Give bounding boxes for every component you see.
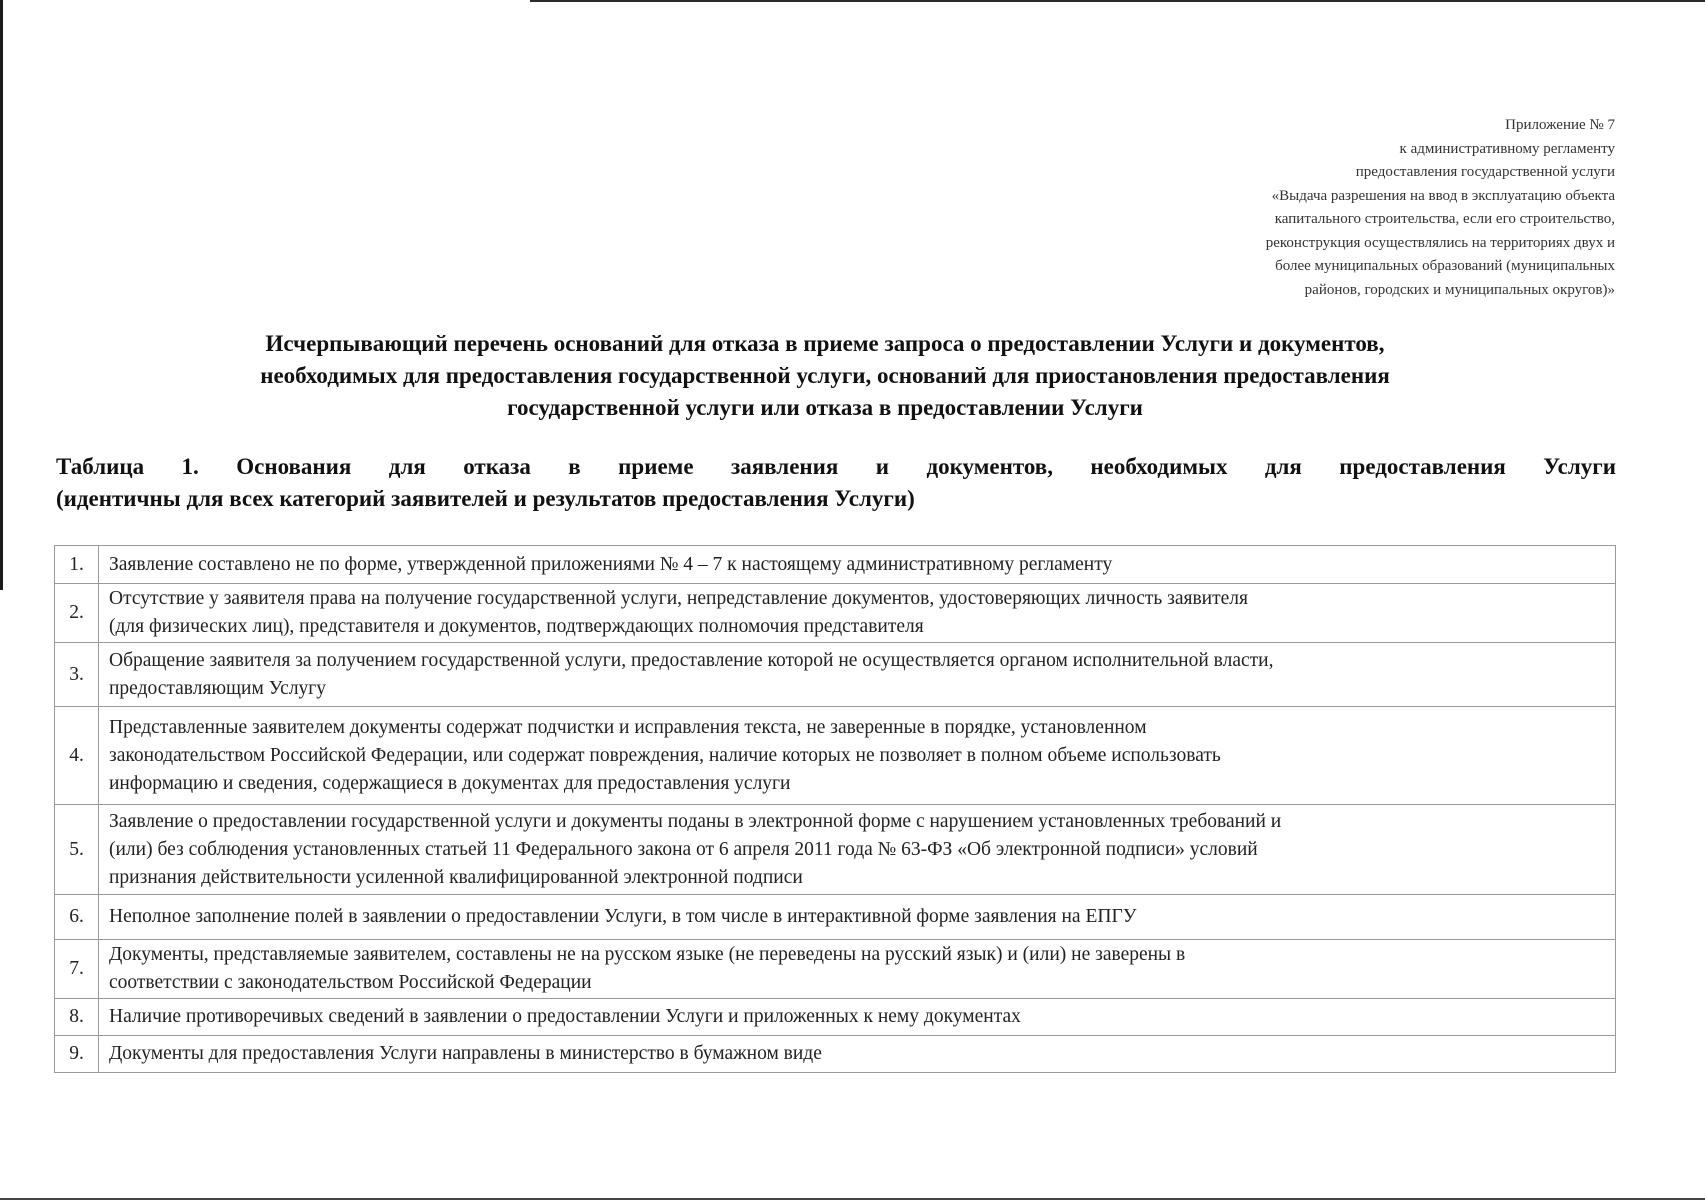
row-text bbox=[99, 584, 1616, 643]
table-caption bbox=[56, 451, 1616, 515]
title-line: Исчерпывающий перечень оснований для отказа в приеме запроса о предоставлении Услуги и документов, bbox=[265, 331, 1385, 356]
table-row bbox=[55, 584, 1616, 643]
appendix-line: реконструкция осуществлялись на территориях двух и bbox=[1265, 234, 1615, 251]
row-text-line: признания действительности усиленной квалифицированной электронной подписи bbox=[109, 866, 803, 888]
title-line: государственной услуги или отказа в предоставлении Услуги bbox=[507, 395, 1143, 420]
row-text-line: Неполное заполнение полей в заявлении о предоставлении Услуги, в том числе в интерактивной форме заявления на ЕПГУ bbox=[109, 906, 1137, 927]
appendix-line: более муниципальных образований (муниципальных bbox=[1275, 258, 1615, 274]
row-text bbox=[99, 940, 1616, 999]
appendix-line: «Выдача разрешения на ввод в эксплуатацию объекта bbox=[1271, 187, 1615, 204]
scan-edge-top bbox=[530, 0, 1705, 2]
row-text-line: предоставляющим Услугу bbox=[109, 677, 327, 699]
row-text-line: Обращение заявителя за получением государственной услуги, предоставление которой не осуществляется органом исполнительной власти, bbox=[109, 649, 1274, 671]
appendix-header bbox=[1095, 114, 1615, 302]
appendix-line: капитального строительства, если его строительство, bbox=[1274, 211, 1615, 227]
table-caption-line: Таблица 1. Основания для отказа в приеме заявления и документов, необходимых для предоставления Услуги bbox=[56, 454, 1616, 479]
title-line: необходимых для предоставления государственной услуги, оснований для приостановления предоставления bbox=[260, 363, 1390, 388]
table-row bbox=[55, 895, 1616, 940]
row-number: 2. bbox=[55, 584, 99, 643]
row-text bbox=[99, 805, 1616, 895]
table-row bbox=[55, 940, 1616, 999]
table-row bbox=[55, 707, 1616, 805]
appendix-line: к административному регламенту bbox=[1399, 140, 1615, 157]
row-text bbox=[99, 546, 1616, 584]
row-number: 3. bbox=[55, 643, 99, 707]
row-number: 6. bbox=[55, 895, 99, 940]
row-text-line: Наличие противоречивых сведений в заявлении о предоставлении Услуги и приложенных к нему документах bbox=[109, 1006, 1021, 1027]
document-title bbox=[60, 328, 1590, 424]
row-number: 5. bbox=[55, 805, 99, 895]
row-text bbox=[99, 1036, 1616, 1073]
row-text bbox=[99, 895, 1616, 940]
row-text-line: (для физических лиц), представителя и документов, подтверждающих полномочия представителя bbox=[109, 616, 924, 637]
row-number: 7. bbox=[55, 940, 99, 999]
row-text-line: Представленные заявителем документы содержат подчистки и исправления текста, не заверенные в порядке, установленном bbox=[109, 716, 1147, 738]
table-row bbox=[55, 999, 1616, 1036]
appendix-line: предоставления государственной услуги bbox=[1355, 164, 1615, 180]
table-row bbox=[55, 1036, 1616, 1073]
row-text bbox=[99, 707, 1616, 805]
row-number: 4. bbox=[55, 707, 99, 805]
row-text bbox=[99, 999, 1616, 1036]
row-number: 8. bbox=[55, 999, 99, 1036]
grounds-table bbox=[54, 545, 1616, 1073]
row-text-line: соответствии с законодательством Российской Федерации bbox=[109, 972, 592, 993]
scan-edge-left bbox=[0, 0, 3, 590]
table-row bbox=[55, 643, 1616, 707]
row-number: 1. bbox=[55, 546, 99, 584]
row-text-line: Документы для предоставления Услуги направлены в министерство в бумажном виде bbox=[109, 1043, 822, 1064]
table-caption-line: (идентичны для всех категорий заявителей и результатов предоставления Услуги) bbox=[56, 486, 915, 511]
table-row bbox=[55, 546, 1616, 584]
row-text bbox=[99, 643, 1616, 707]
appendix-line: районов, городских и муниципальных округов)» bbox=[1304, 281, 1615, 298]
row-text-line: Отсутствие у заявителя права на получение государственной услуги, непредставление документов, удостоверяющих личность заявителя bbox=[109, 588, 1248, 609]
appendix-line: Приложение № 7 bbox=[1505, 117, 1615, 133]
row-text-line: Заявление составлено не по форме, утвержденной приложениями № 4 – 7 к настоящему административному регламенту bbox=[109, 553, 1113, 575]
row-text-line: (или) без соблюдения установленных статьей 11 Федерального закона от 6 апреля 2011 года № 63-ФЗ «Об электронной подписи» условий bbox=[109, 838, 1258, 860]
row-text-line: Заявление о предоставлении государственной услуги и документы поданы в электронной форме с нарушением установленных требований и bbox=[109, 810, 1282, 832]
row-text-line: законодательством Российской Федерации, или содержат повреждения, наличие которых не позволяет в полном объеме использовать bbox=[109, 744, 1221, 766]
row-text-line: Документы, представляемые заявителем, составлены не на русском языке (не переведены на русский язык) и (или) не заверены в bbox=[109, 944, 1186, 965]
row-text-line: информацию и сведения, содержащиеся в документах для предоставления услуги bbox=[109, 772, 791, 794]
row-number: 9. bbox=[55, 1036, 99, 1073]
table-row bbox=[55, 805, 1616, 895]
